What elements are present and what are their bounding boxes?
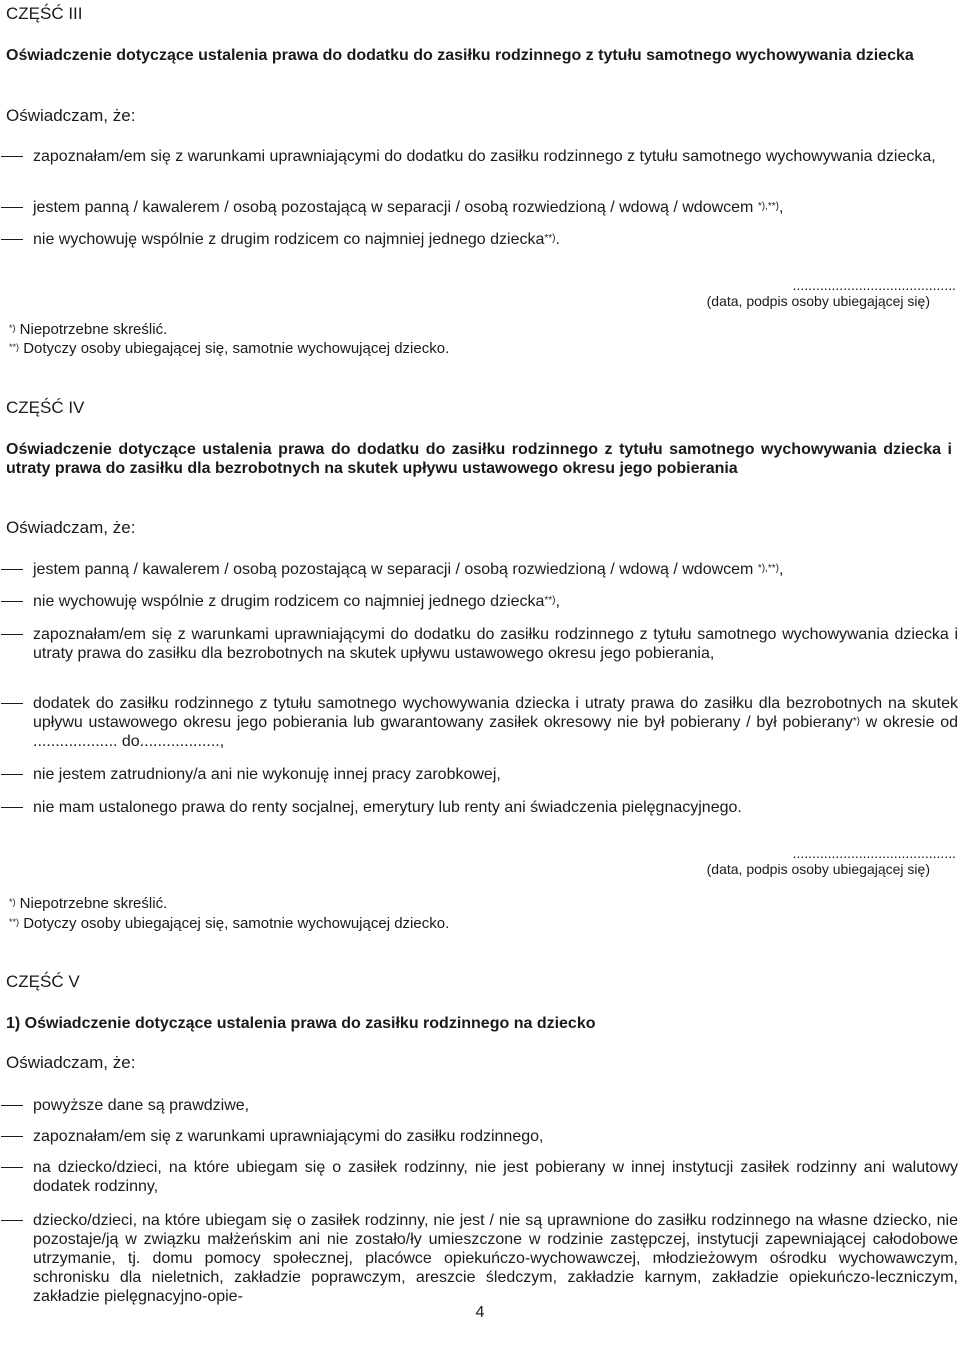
part4-item-4: dodatek do zasiłku rodzinnego z tytułu samotnego wychowywania dziecka i utraty prawa do zasiłku dla bezrobotnych na skutek upływu ustawowego okresu jego pobierania lub gwarantowany zasiłek okresowy nie był pobierany / był pobierany*) w okresie od ................... do..................,: [0, 694, 958, 751]
dash-bullet: [1, 807, 23, 808]
dash-bullet: [1, 1136, 23, 1137]
part5-item-2: zapoznałam/em się z warunkami uprawniającymi do zasiłku rodzinnego,: [0, 1127, 958, 1146]
part4-footnote-2: **) Dotyczy osoby ubiegającej się, samotnie wychowującej dziecko.: [9, 915, 450, 932]
part3-intro: Oświadczam, że:: [6, 106, 136, 125]
dash-bullet: [1, 239, 23, 240]
part5-heading: CZĘŚĆ V: [6, 972, 80, 991]
part3-heading: CZĘŚĆ III: [6, 4, 83, 23]
part4-title: Oświadczenie dotyczące ustalenia prawa do dodatku do zasiłku rodzinnego z tytułu samotnego wychowywania dziecka i utraty prawa do zasiłku dla bezrobotnych na skutek upływu ustawowego okresu jego pobierania: [6, 441, 952, 477]
part4-item-1: jestem panną / kawalerem / osobą pozostającą w separacji / osobą rozwiedzioną / wdową / wdowcem *),**),: [0, 560, 958, 579]
dash-bullet: [1, 156, 23, 157]
dash-bullet: [1, 1167, 23, 1168]
dash-bullet: [1, 1105, 23, 1106]
part3-item-1: zapoznałam/em się z warunkami uprawniającymi do dodatku do zasiłku rodzinnego z tytułu samotnego wychowywania dziecka,: [0, 147, 958, 166]
part3-signature-caption: (data, podpis osoby ubiegającej się): [706, 293, 930, 309]
dash-bullet: [1, 634, 23, 635]
part4-footnote-1: *) Niepotrzebne skreślić.: [9, 895, 168, 912]
dash-bullet: [1, 207, 23, 208]
part4-item-2: nie wychowuję wspólnie z drugim rodzicem co najmniej jednego dziecka**),: [0, 592, 958, 611]
part3-item-2: jestem panną / kawalerem / osobą pozostającą w separacji / osobą rozwiedzioną / wdową / wdowcem *),**),: [0, 198, 958, 217]
dash-bullet: [1, 601, 23, 602]
part4-heading: CZĘŚĆ IV: [6, 398, 85, 417]
part5-intro: Oświadczam, że:: [6, 1053, 136, 1072]
part3-footnote-1: *) Niepotrzebne skreślić.: [9, 321, 168, 338]
part4-item-3: zapoznałam/em się z warunkami uprawniającymi do dodatku do zasiłku rodzinnego z tytułu samotnego wychowywania dziecka i utraty prawa do zasiłku dla bezrobotnych na skutek upływu ustawowego okresu jego pobierania,: [0, 625, 958, 663]
part3-item-3: nie wychowuję wspólnie z drugim rodzicem co najmniej jednego dziecka**).: [0, 230, 958, 249]
part3-title: Oświadczenie dotyczące ustalenia prawa do dodatku do zasiłku rodzinnego z tytułu samotnego wychowywania dziecka: [6, 47, 914, 64]
part4-intro: Oświadczam, że:: [6, 518, 136, 537]
page-number: 4: [475, 1304, 485, 1321]
part3-signature-line: ..........................................: [792, 277, 956, 293]
part5-title: 1) Oświadczenie dotyczące ustalenia prawa do zasiłku rodzinnego na dziecko: [6, 1015, 596, 1032]
part5-item-4: dziecko/dzieci, na które ubiegam się o zasiłek rodzinny, nie jest / nie są uprawnione do zasiłku rodzinnego na własne dziecko, nie pozostaje/ją w związku małżeńskim ani nie zostało/ły umieszczone w rodzinie zastępczej, instytucji zapewniającej całodobowe utrzymanie, tj. domu pomocy społecznej, placówce opiekuńczo-wychowawczej, młodzieżowym ośrodku wychowawczym, schronisku dla nieletnich, zakładzie poprawczym, areszcie śledczym, zakładzie karnym, zakładzie opiekuńczo-leczniczym, zakładzie pielęgnacyjno-opie-: [0, 1211, 958, 1306]
part5-item-1: powyższe dane są prawdziwe,: [0, 1096, 958, 1115]
dash-bullet: [1, 774, 23, 775]
dash-bullet: [1, 569, 23, 570]
dash-bullet: [1, 703, 23, 704]
part4-item-6: nie mam ustalonego prawa do renty socjalnej, emerytury lub renty ani świadczenia pielęgnacyjnego.: [0, 798, 958, 817]
part3-footnote-2: **) Dotyczy osoby ubiegającej się, samotnie wychowującej dziecko.: [9, 340, 450, 357]
part4-item-5: nie jestem zatrudniony/a ani nie wykonuję innej pracy zarobkowej,: [0, 765, 958, 784]
part4-signature-line: ..........................................: [792, 845, 956, 861]
part4-signature-caption: (data, podpis osoby ubiegającej się): [706, 861, 930, 877]
dash-bullet: [1, 1220, 23, 1221]
part5-item-3: na dziecko/dzieci, na które ubiegam się o zasiłek rodzinny, nie jest pobierany w innej instytucji zasiłek rodzinny ani walutowy dodatek rodzinny,: [0, 1158, 958, 1196]
